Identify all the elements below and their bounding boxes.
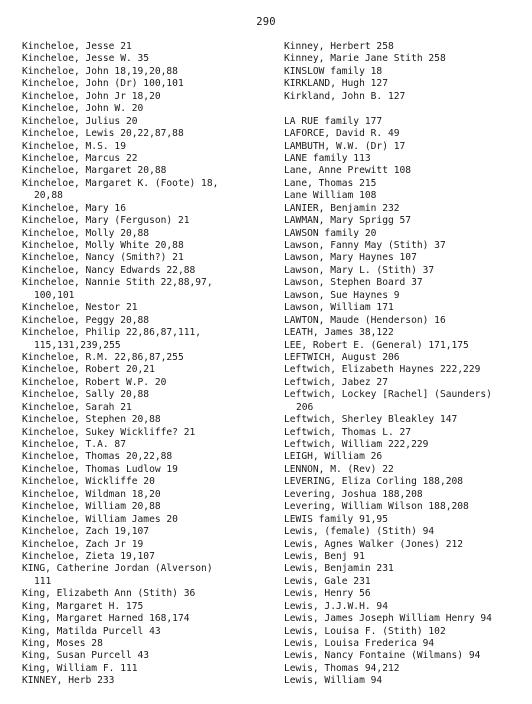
index-entry: Lane, Thomas 215	[284, 177, 377, 189]
index-entry: Lewis, Agnes Walker (Jones) 212	[284, 538, 464, 550]
index-entry: Kincheloe, Nestor 21	[22, 302, 138, 314]
index-entry: Kincheloe, Thomas 20,22,88	[22, 451, 173, 463]
index-entry: Lewis, Nancy Fontaine (Wilmans) 94	[284, 650, 481, 662]
index-entry: Kincheloe, John 18,19,20,88	[22, 65, 178, 77]
index-entry: LEATH, James 38,122	[284, 327, 394, 339]
index-entry: Levering, Joshua 188,208	[284, 488, 423, 500]
index-entry: Lawson, Fanny May (Stith) 37	[284, 240, 446, 251]
index-entry: Kincheloe, Sarah 21	[22, 401, 132, 413]
index-entry: Kincheloe, Lewis 20,22,87,88	[22, 128, 184, 140]
index-entry: Leftwich, Thomas L. 27	[284, 426, 412, 438]
index-entry: LEWIS family 91,95	[284, 513, 388, 525]
index-entry: LEIGH, William 26	[284, 451, 383, 463]
index-entry: Kincheloe, Zach Jr 19	[22, 538, 144, 550]
index-entry: King, Margaret Harned 168,174	[22, 613, 190, 625]
index-entry: Kincheloe, Nancy Edwards 22,88	[22, 264, 196, 276]
index-entry: Kinney, Marie Jane Stith 258	[284, 53, 446, 65]
index-entry: KIRKLAND, Hugh 127	[284, 78, 388, 90]
index-column-left	[22, 41, 272, 688]
index-entry-continuation: 20,88	[34, 190, 63, 202]
index-entry: LAWSON family 20	[284, 227, 377, 239]
index-entry: Lawson, Stephen Board 37	[284, 277, 423, 289]
index-entry: Kincheloe, John W. 20	[22, 103, 144, 115]
index-entry: Lewis, Louisa F. (Stith) 102	[284, 625, 446, 637]
index-entry: Kincheloe, Margaret 20,88	[22, 165, 167, 177]
index-entry: LENNON, M. (Rev) 22	[284, 463, 394, 475]
index-entry: LEVERING, Eliza Corling 188,208	[284, 476, 464, 488]
index-entry: Lewis, Benj 91	[284, 550, 365, 562]
index-entry: Kincheloe, Robert 20,21	[22, 364, 155, 376]
index-entry: King, Elizabeth Ann (Stith) 36	[22, 588, 196, 600]
index-entry: Lewis, Henry 56	[284, 588, 371, 600]
index-entry: Lewis, (female) (Stith) 94	[284, 526, 435, 538]
index-entry: Lewis, William 94	[284, 675, 383, 687]
index-entry-continuation: 206	[296, 401, 314, 413]
index-entry: KINSLOW family 18	[284, 65, 383, 77]
index-entry: Kincheloe, Julius 20	[22, 115, 138, 127]
index-entry: LAWTON, Maude (Henderson) 16	[284, 314, 446, 326]
index-entry: Kincheloe, R.M. 22,86,87,255	[22, 351, 184, 363]
index-entry: Leftwich, Elizabeth Haynes 222,229	[284, 364, 481, 376]
index-entry: King, Moses 28	[22, 638, 103, 649]
index-entry: LANIER, Benjamin 232	[284, 202, 400, 214]
index-entry: Lewis, Gale 231	[284, 575, 371, 587]
index-entry: Kincheloe, M.S. 19	[22, 140, 126, 152]
index-entry: Kincheloe, John (Dr) 100,101	[22, 78, 184, 90]
page-number: 290	[256, 16, 276, 28]
index-entry: Kincheloe, Mary 16	[22, 202, 126, 214]
index-entry: KING, Catherine Jordan (Alverson)	[22, 563, 213, 575]
index-entry: Lewis, Louisa Frederica 94	[284, 638, 435, 649]
index-entry: Kincheloe, Nannie Stith 22,88,97,	[22, 277, 213, 289]
index-entry: Lane William 108	[284, 190, 377, 202]
index-entry: Kincheloe, Marcus 22	[22, 152, 138, 164]
index-entry: LANE family 113	[284, 152, 371, 164]
index-entry: Kincheloe, Margaret K. (Foote) 18,	[22, 177, 219, 189]
index-entry: Kincheloe, T.A. 87	[22, 439, 126, 450]
index-entry-continuation: 100,101	[34, 289, 75, 301]
index-entry: LEFTWICH, August 206	[284, 351, 400, 363]
index-entry: King, Susan Purcell 43	[22, 650, 150, 662]
index-entry: Leftwich, Jabez 27	[284, 376, 388, 388]
index-entry: Kincheloe, Sally 20,88	[22, 389, 150, 401]
index-entry: King, William F. 111	[22, 662, 138, 674]
index-entry: Lawson, Mary Haynes 107	[284, 252, 417, 264]
index-entry: Kincheloe, Zach 19,107	[22, 526, 150, 538]
index-entry: Kincheloe, Molly 20,88	[22, 227, 150, 239]
index-entry: Kirkland, John B. 127	[284, 90, 406, 102]
index-spacer	[284, 103, 530, 115]
index-entry: LAFORCE, David R. 49	[284, 128, 400, 140]
index-entry: Kincheloe, Nancy (Smith?) 21	[22, 252, 184, 264]
index-entry: Kincheloe, Robert W.P. 20	[22, 376, 167, 388]
index-entry: Leftwich, Lockey [Rachel] (Saunders)	[284, 389, 492, 401]
index-entry: Kincheloe, Mary (Ferguson) 21	[22, 215, 190, 227]
index-entry: Kinney, Herbert 258	[284, 41, 394, 52]
index-entry: Kincheloe, Peggy 20,88	[22, 314, 150, 326]
index-entry: LA RUE family 177	[284, 115, 383, 127]
index-entry: LAWMAN, Mary Sprigg 57	[284, 215, 412, 227]
index-entry: Kincheloe, William 20,88	[22, 501, 161, 513]
index-entry: Kincheloe, Stephen 20,88	[22, 414, 161, 426]
index-entry: Lewis, Benjamin 231	[284, 563, 394, 575]
index-entry: Levering, William Wilson 188,208	[284, 501, 469, 513]
index-entry: Kincheloe, Sukey Wickliffe? 21	[22, 426, 196, 438]
index-entry: Lawson, Sue Haynes 9	[284, 289, 400, 301]
index-entry: Leftwich, Sherley Bleakley 147	[284, 414, 458, 426]
index-entry: Kincheloe, Thomas Ludlow 19	[22, 463, 178, 475]
index-entry: Kincheloe, William James 20	[22, 513, 178, 525]
index-entry: KINNEY, Herb 233	[22, 675, 115, 687]
index-entry: King, Margaret H. 175	[22, 600, 144, 612]
index-entry-continuation: 111	[34, 575, 52, 587]
index-entry: Lane, Anne Prewitt 108	[284, 165, 412, 177]
index-entry: Kincheloe, Zieta 19,107	[22, 550, 155, 562]
index-entry: Leftwich, William 222,229	[284, 439, 429, 450]
index-entry: Lewis, James Joseph William Henry 94	[284, 613, 492, 625]
index-entry: LAMBUTH, W.W. (Dr) 17	[284, 140, 406, 152]
index-entry: Lewis, Thomas 94,212	[284, 662, 400, 674]
index-entry: Kincheloe, John Jr 18,20	[22, 90, 161, 102]
index-entry-continuation: 115,131,239,255	[34, 339, 121, 351]
index-entry: Kincheloe, Wickliffe 20	[22, 476, 155, 488]
index-column-right	[284, 41, 530, 688]
index-entry: LEE, Robert E. (General) 171,175	[284, 339, 469, 351]
index-entry: Kincheloe, Molly White 20,88	[22, 240, 184, 251]
index-entry: Lawson, William 171	[284, 302, 394, 314]
index-entry: Kincheloe, Jesse 21	[22, 41, 132, 52]
index-entry: Kincheloe, Jesse W. 35	[22, 53, 150, 65]
index-entry: King, Matilda Purcell 43	[22, 625, 161, 637]
index-entry: Kincheloe, Wildman 18,20	[22, 488, 161, 500]
index-entry: Lawson, Mary L. (Stith) 37	[284, 264, 435, 276]
index-entry: Kincheloe, Philip 22,86,87,111,	[22, 327, 202, 339]
index-entry: Lewis, J.J.W.H. 94	[284, 600, 388, 612]
